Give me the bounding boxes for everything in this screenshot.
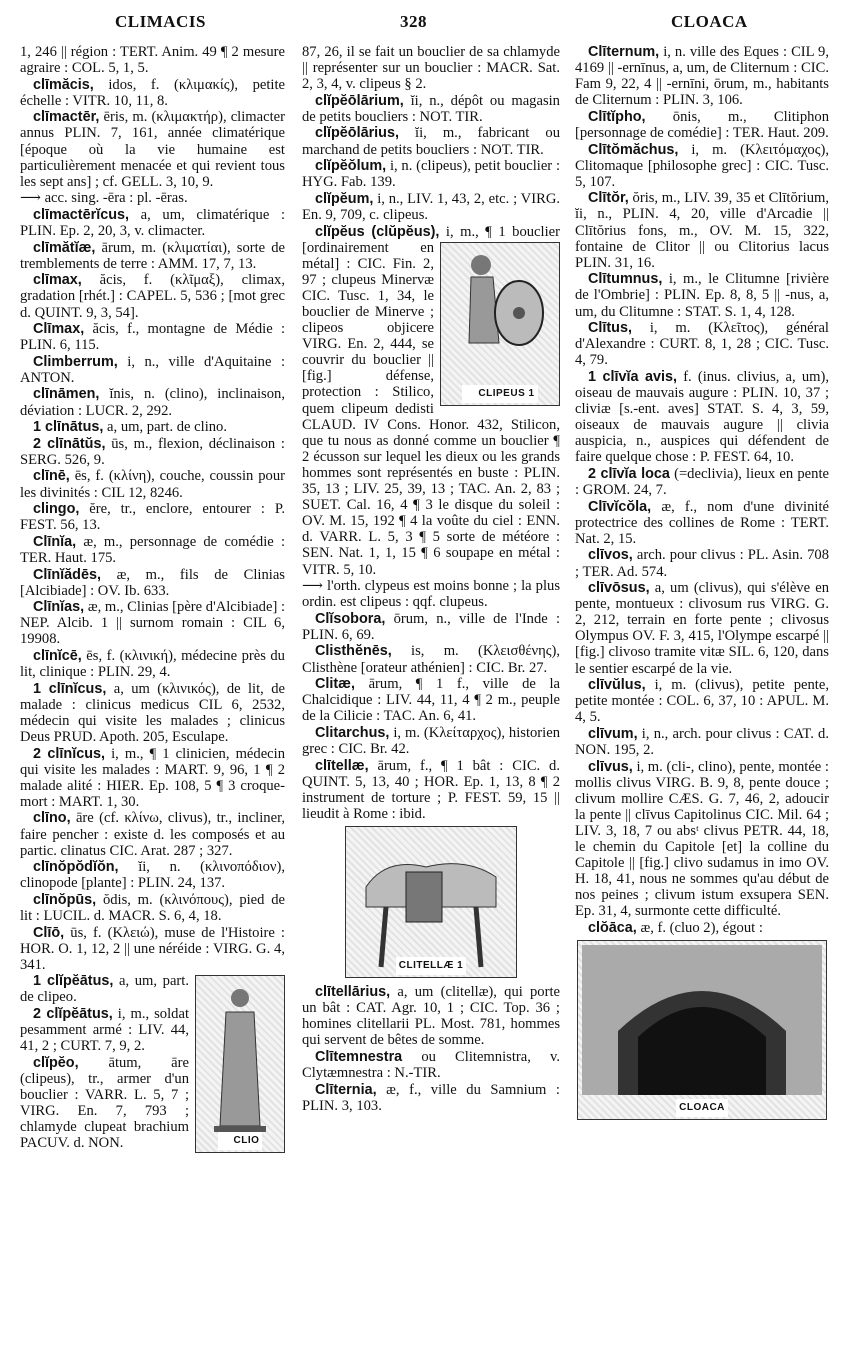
dictionary-entry: [20, 501, 285, 533]
entry-text: ūs, f. (Κλειώ), muse de l'Histoire : HOR. O. 1, 12, 2 || une néréide : VIRG. G. 4, 341.: [20, 924, 285, 973]
dictionary-entry: [20, 468, 285, 500]
dictionary-entry: [20, 321, 285, 353]
entry-headword: Clītŏmăchus,: [588, 141, 679, 158]
entry-text: ou Clitemnistra, v. Clytæmnestra : N.-TIR.: [302, 1048, 560, 1081]
entry-headword: Clītemnestra: [315, 1048, 403, 1065]
entry-text: ārum, ¶ 1 f., ville de la Chalcidique : LIV. 44, 11, 4 ¶ 2 m., peuple de la Cilicie : TAC. An. 6, 41.: [302, 676, 560, 725]
illustration-clio: [195, 975, 285, 1153]
entry-headword: Clīternia,: [315, 1081, 377, 1098]
entry-text: ārum, m. (κλιματίαι), sorte de tremblements de terre : AMM. 17, 7, 13.: [20, 239, 285, 272]
dictionary-entry: [20, 240, 285, 272]
entry-text: ăcis, f., montagne de Médie : PLIN. 6, 115.: [20, 321, 285, 354]
dictionary-entry: [302, 725, 560, 757]
entry-text: i, m., le Clitumne [rivière de l'Ombrie] : PLIN. Ep. 8, 8, 5 || -nus, a, um, du Clitumne : STAT. S. 1, 4, 128.: [575, 271, 829, 320]
dictionary-entry: [575, 466, 829, 498]
entry-text: 1, 246 || région : TERT. Anim. 49 ¶ 2 mesure agraire : COL. 5, 1, 5.: [20, 44, 285, 77]
entry-headword: 2 clĭpĕātus,: [33, 1006, 113, 1023]
entry-headword: clīvos,: [588, 547, 633, 564]
entry-headword: clīno,: [33, 810, 71, 827]
column-1: [20, 44, 285, 1344]
dictionary-entry: [20, 599, 285, 647]
entry-text: ăcis, f. (κλῖμαξ), climax, gradation [rhét.] : CAPEL. 5, 536 ; [mot grec d. QUINT. 9, 3, 54].: [20, 272, 285, 321]
illustration-clipeus: [440, 242, 560, 406]
entry-headword: 1 clīnātus,: [33, 419, 104, 436]
entry-headword: clīnŏpŏdĭŏn,: [33, 859, 119, 876]
dictionary-entry: [575, 44, 829, 108]
dictionary-entry: [575, 320, 829, 368]
entry-text: (=declivia), lieux en pente : GROM. 24, 7.: [575, 465, 829, 499]
dictionary-entry: [302, 611, 560, 643]
entry-text: ūs, m., flexion, déclinaison : SERG. 526, 9.: [20, 435, 285, 468]
entry-text: ĭi, n. (κλινοπόδιον), clinopode [plante] : PLIN. 24, 137.: [20, 859, 285, 892]
dictionary-entry: [20, 925, 285, 973]
entry-headword: 1 clĭpĕātus,: [33, 973, 114, 990]
entry-headword: Clītŏr,: [588, 190, 629, 207]
dictionary-entry: [20, 419, 285, 435]
column-3: [575, 44, 829, 1344]
dictionary-entry: [575, 499, 829, 547]
entry-text: i, m. (Κλειτόμαχος), Clitomaque [philosophe grec] : CIC. Tusc. 5, 107.: [575, 141, 829, 190]
entry-text: a, um, part. de clipeo.: [20, 973, 189, 1006]
dictionary-entry: [20, 190, 285, 206]
entry-headword: Clīternum,: [588, 44, 660, 60]
entry-headword: clĭpĕo,: [33, 1054, 79, 1071]
dictionary-entry: [575, 920, 829, 936]
entry-headword: clīmăcis,: [33, 76, 94, 93]
entry-text: i, n., LIV. 1, 43, 2, etc. ; VIRG. En. 9, 709, c. clipeus.: [302, 190, 560, 223]
dictionary-entry: [20, 207, 285, 239]
entry-headword: clīvŭlus,: [588, 677, 646, 694]
dictionary-entry: [20, 746, 285, 810]
column-2: [302, 44, 560, 1344]
dictionary-entry: [302, 93, 560, 125]
entry-headword: clīmătĭæ,: [33, 239, 96, 256]
entry-headword: clĭpĕum,: [315, 190, 374, 207]
dictionary-entry: [20, 859, 285, 891]
entry-headword: clītellārius,: [315, 984, 391, 1000]
entry-text: i, n. (clipeus), petit bouclier : HYG. Fab. 139.: [302, 158, 560, 191]
entry-text: a, um (clivus), qui s'élève en pente, montueux : clivosum rus VIRG. G. 2, 212, terrain en forte pente ; clivosus Olympus OV. F. 3, 415, l'Olympe escarpé || [fig.] clivoso tramite vitæ SIL. 6, 120, dans le sentier escarpé de la vie.: [575, 580, 829, 677]
entry-text: æ, f., nom d'une divinité protectrice des collines de Rome : TERT. Nat. 2, 15.: [575, 498, 829, 547]
entry-headword: Clītumnus,: [588, 271, 663, 288]
running-head-left: CLIMACIS: [115, 12, 206, 31]
entry-text: i, n., ville d'Aquitaine : ANTON.: [20, 353, 285, 386]
page-number: 328: [400, 12, 427, 31]
illustration-clitellae: [345, 826, 517, 978]
entry-text: f. (inus. clivius, a, um), oiseau de mauvais augure : PLIN. 10, 37 ; cliviæ [s.-ent. aves] STAT. S. 4, 3, 59, oiseaux de mauvais augure || clivia auspicia, n., auspices qui défendent de faire quelque chose : P. FEST. 64, 10.: [575, 368, 829, 466]
dictionary-entry: [575, 271, 829, 319]
dictionary-entry: [575, 109, 829, 141]
dictionary-entry: [20, 44, 285, 76]
dictionary-entry: [302, 44, 560, 92]
entry-text: ĭi, n., dépôt ou magasin de petits boucliers : NOT. TIR.: [302, 92, 560, 125]
dictionary-entry: [20, 567, 285, 599]
dictionary-entry: [302, 125, 560, 157]
entry-text: is, m. (Κλεισθένης), Clisthène [orateur athénien] : CIC. Br. 27.: [302, 643, 560, 676]
entry-text: ĭnis, n. (clino), inclinaison, déviation : LUCR. 2, 292.: [20, 386, 285, 419]
entry-text: i, m. (Κλείταρχος), historien grec : CIC. Br. 42.: [302, 724, 560, 758]
entry-text: āre (cf. κλίνω, clivus), tr., incliner, faire pencher : existe d. les composés et au partic. clinatus CIC. Arat. 287 ; 327.: [20, 810, 285, 859]
dictionary-entry: [20, 892, 285, 924]
entry-text: ārum, f., ¶ 1 bât : CIC. d. QUINT. 5, 13, 40 ; HOR. Ep. 1, 13, 8 ¶ 2 instrument de torture ; P. FEST. 59, 15 || lieudit à Rome : ibid.: [302, 757, 560, 822]
entry-headword: 1 clīvĭa avis,: [588, 368, 678, 385]
entry-text: ēris, m. (κλιμακτήρ), climacter annus PLIN. 7, 161, année climatérique [époque où la vie humaine est particulièrement menacée et qui revient tous les sept ans] ; cf. GELL. 3, 10, 9.: [20, 109, 285, 190]
dictionary-entry: [575, 759, 829, 920]
entry-text: æ, m., fils de Clinias [Alcibiade] : OV. Ib. 633.: [20, 566, 285, 599]
entry-text: ŏris, m., LIV. 39, 35 et Clītŏrium, ĭi, n., PLIN. 4, 20, ville d'Arcadie || Clītŏrius fons, m., OV. M. 15, 322, fontaine de Clitor || ou Clitorius lacus PLIN. 31, 16.: [575, 190, 829, 271]
dictionary-entry: [302, 676, 560, 724]
entry-headword: clīmactērĭcus,: [33, 206, 129, 223]
dictionary-entry: [20, 272, 285, 320]
entry-text: i, m., ¶ 1 clinicien, médecin qui visite les malades : MART. 9, 96, 1 ¶ 2 malade alité : HIER. Ep. 108, 5 ¶ 3 croque-mort : MART. 1, 30.: [20, 745, 285, 810]
entry-headword: clīvōsus,: [588, 580, 650, 597]
entry-headword: 2 clīvĭa loca: [588, 465, 670, 482]
entry-text: i, n., arch. pour clivus : CAT. d. NON. 195, 2.: [575, 725, 829, 759]
entry-headword: 2 clīnĭcus,: [33, 745, 106, 762]
figure-caption: CLIO: [218, 1132, 263, 1150]
dictionary-entry: [20, 77, 285, 109]
dictionary-entry: [302, 984, 560, 1048]
dictionary-entry: [302, 1049, 560, 1081]
dictionary-entry: [302, 158, 560, 190]
dictionary-entry: [575, 142, 829, 190]
entry-headword: Clīnĭădēs,: [33, 566, 101, 583]
entry-text: æ, m., personnage de comédie : TER. Haut. 175.: [20, 533, 285, 566]
entry-headword: clīmactēr,: [33, 109, 100, 126]
entry-text: i, m. (cli-, clino), pente, montée : mollis clivus VIRG. B. 9, 8, pente douce ; clivum mollire CÆS. G. 7, 46, 2, adoucir la pente || clīvus Capitolinus CIC. Mil. 64 ; LIV. 3, 18, 7 ou absᵗ clivus PETR. 44, 18, le chemin du Capitole [et] la colline du Capitole || [fig.] clivo sudamus in imo OV. H. 18, 41, nous ne sommes qu'au début de nos peines ; clivum istum exsupera SEN. Ep. 31, 4, surmonte cette difficulté.: [575, 758, 829, 920]
entry-headword: Clitarchus,: [315, 724, 390, 741]
dictionary-entry: [20, 534, 285, 566]
entry-headword: 1 clīnĭcus,: [33, 680, 107, 697]
entry-headword: Clīvĭcŏla,: [588, 498, 652, 515]
dictionary-entry: [575, 580, 829, 677]
dictionary-entry: [20, 354, 285, 386]
dictionary-entry: [20, 386, 285, 418]
entry-text: a, um (clitellæ), qui porte un bât : CAT. Agr. 10, 1 ; CIC. Top. 36 ; homines clitellarii PL. Most. 781, hommes qui servent de bêtes de somme.: [302, 984, 560, 1049]
entry-headword: 2 clīnātŭs,: [33, 435, 106, 452]
entry-text: i, n. ville des Eques : CIL 9, 4169 || -ernīnus, a, um, de Cliternum : CIC. Fam 9, 22, 4 || -ernīni, ōrum, m., habitants de Cliternum : PLIN. 3, 106.: [575, 44, 829, 109]
entry-text: ŏdis, m. (κλινόπους), pied de lit : LUCIL. d. MACR. S. 6, 4, 18.: [20, 891, 285, 924]
figure-caption: CLITELLÆ 1: [396, 957, 466, 975]
entry-text: æ, f. (cluo 2), égout :: [640, 920, 763, 937]
figure-caption: CLOACA: [676, 1099, 728, 1117]
illustration-cloaca: [577, 940, 827, 1120]
entry-text: ĕre, tr., enclore, entourer : P. FEST. 56, 13.: [20, 501, 285, 534]
dictionary-entry: [302, 758, 560, 822]
entry-headword: clīnĭcē,: [33, 647, 82, 664]
entry-headword: Clīmax,: [33, 321, 85, 338]
entry-text: i, m. (Κλεῖτος), général d'Alexandre : CURT. 8, 1, 28 ; CIC. Tusc. 4, 79.: [575, 320, 829, 369]
entry-headword: Clitæ,: [315, 676, 355, 693]
entry-text: 87, 26, il se fait un bouclier de sa chlamyde || représenter sur un bouclier : MACR. Sat. 2, 3, 4, v. clipeus § 2.: [302, 44, 560, 93]
entry-text: a, um, climatérique : PLIN. Ep. 2, 20, 3, v. climacter.: [20, 206, 285, 240]
entry-text: ⟶ acc. sing. -ēra : pl. -ēras.: [20, 190, 188, 207]
entry-text: i, m. (clivus), petite pente, petite montée : COL. 6, 37, 10 : APUL. M. 4, 5.: [575, 677, 829, 726]
dictionary-entry: [302, 224, 560, 578]
entry-headword: Clītĭpho,: [588, 108, 646, 125]
dictionary-entry: [20, 436, 285, 468]
entry-text: ōnis, m., Clitiphon [personnage de comédie] : TER. Haut. 209.: [575, 108, 829, 141]
dictionary-entry: [575, 726, 829, 758]
entry-headword: Clītus,: [588, 320, 632, 337]
dictionary-entry: [302, 191, 560, 223]
entry-headword: clŏāca,: [588, 920, 637, 937]
dictionary-entry: [575, 547, 829, 579]
entry-headword: clīnāmen,: [33, 386, 100, 403]
entry-text: a, um (κλινικός), de lit, de malade : clinicus medicus CIL 6, 2532, médecin qui visite les malades ; clinicus Deus PRUD. Apoth. 205, Esculape.: [20, 680, 285, 745]
entry-text: a, um, part. de clino.: [107, 419, 228, 436]
dictionary-entry: [20, 648, 285, 680]
entry-headword: clĭpĕōlārius,: [315, 125, 399, 142]
dictionary-entry: [20, 681, 285, 745]
entry-headword: Clīnĭa,: [33, 533, 77, 550]
dictionary-entry: [20, 810, 285, 858]
entry-headword: clīnŏpūs,: [33, 891, 97, 908]
dictionary-entry: [302, 578, 560, 610]
entry-text: ōrum, n., ville de l'Inde : PLIN. 6, 69.: [302, 610, 560, 643]
entry-text: æ, f., ville du Samnium : PLIN. 3, 103.: [302, 1081, 560, 1114]
entry-text: ēs, f. (κλινική), médecine près du lit, clinique : PLIN. 29, 4.: [20, 647, 285, 681]
entry-text: ēs, f. (κλίνη), couche, coussin pour les divinités : CIL 12, 8246.: [20, 468, 285, 501]
entry-headword: clīnē,: [33, 468, 70, 485]
dictionary-entry: [575, 677, 829, 725]
running-head-right: CLOACA: [671, 12, 748, 31]
entry-text: arch. pour clivus : PL. Asin. 708 ; TER. Ad. 574.: [575, 547, 829, 580]
dictionary-entry: [575, 190, 829, 270]
entry-text: ĭi, m., fabricant ou marchand de petits boucliers : NOT. TIR.: [302, 125, 560, 158]
dictionary-entry: [20, 109, 285, 189]
entry-headword: clīmax,: [33, 272, 82, 289]
entry-headword: clĭpĕōlārium,: [315, 92, 404, 109]
entry-headword: clĭpĕus (clŭpĕus),: [315, 223, 440, 240]
entry-headword: clīvum,: [588, 725, 638, 742]
entry-headword: Clĭsobora,: [315, 610, 386, 627]
entry-headword: clĭpĕŏlum,: [315, 158, 387, 175]
entry-headword: clīvus,: [588, 758, 633, 775]
entry-headword: Climberrum,: [33, 353, 118, 370]
entry-text: æ, m., Clinias [père d'Alcibiade] : NEP. Alcib. 1 || surnom romain : CIL 6, 19908.: [20, 599, 285, 648]
dictionary-entry: [575, 369, 829, 466]
entry-text: i, m., soldat pesamment armé : LIV. 44, 41, 2 ; CURT. 7, 9, 2.: [20, 1006, 189, 1055]
entry-headword: Clīnĭas,: [33, 599, 85, 616]
entry-text: idos, f. (κλιμακίς), petite échelle : VITR. 10, 11, 8.: [20, 76, 285, 109]
figure-caption: CLIPEUS 1: [462, 385, 537, 403]
entry-text: ātum, āre (clipeus), tr., armer d'un bouclier : VARR. L. 5, 7 ; VIRG. En. 7, 793 ; chlamyde clupeat brachium PACUV. d. NON.: [20, 1054, 189, 1152]
dictionary-entry: [302, 643, 560, 675]
entry-text: ⟶ l'orth. clypeus est moins bonne ; la plus ordin. est clipeus : qqf. clupeus.: [302, 578, 560, 611]
entry-headword: Clīō,: [33, 924, 65, 941]
entry-text: i, m., ¶ 1 bouclier [ordinairement en métal] : CIC. Fin. 2, 97 ; clupeus Minervæ CIC. Tusc. 1, 34, le bouclier de Minerve ; clipeos objicere VIRG. En. 2, 444, se couvrir du bouclier || [fig.] défense, protection : Stilico, quem clipeum dedisti CLAUD. IV Cons. Honor. 432, Stilicon, que tu nous as donné comme un bouclier ¶ 2 écusson sur lequel les dieux ou les grands hommes sont représentés en buste : PLIN. 35, 13 ; LIV. 25, 39, 13 ; TAC. An. 2, 83 ; SUET. Cal. 16, 4 ¶ 3 le disque du soleil : OV. M. 15, 192 ¶ 4 la voûte du ciel : ENN. d. VARR. L. 5, 3 ¶ 5 sorte de météore : SEN. Nat. 1, 1, 15 ¶ 6 soupape en métal : VITR. 5, 10.: [302, 223, 560, 578]
entry-headword: clingo,: [33, 501, 80, 518]
entry-headword: clītellæ,: [315, 757, 369, 774]
dictionary-entry: [302, 1082, 560, 1114]
entry-headword: Clisthĕnēs,: [315, 643, 392, 660]
